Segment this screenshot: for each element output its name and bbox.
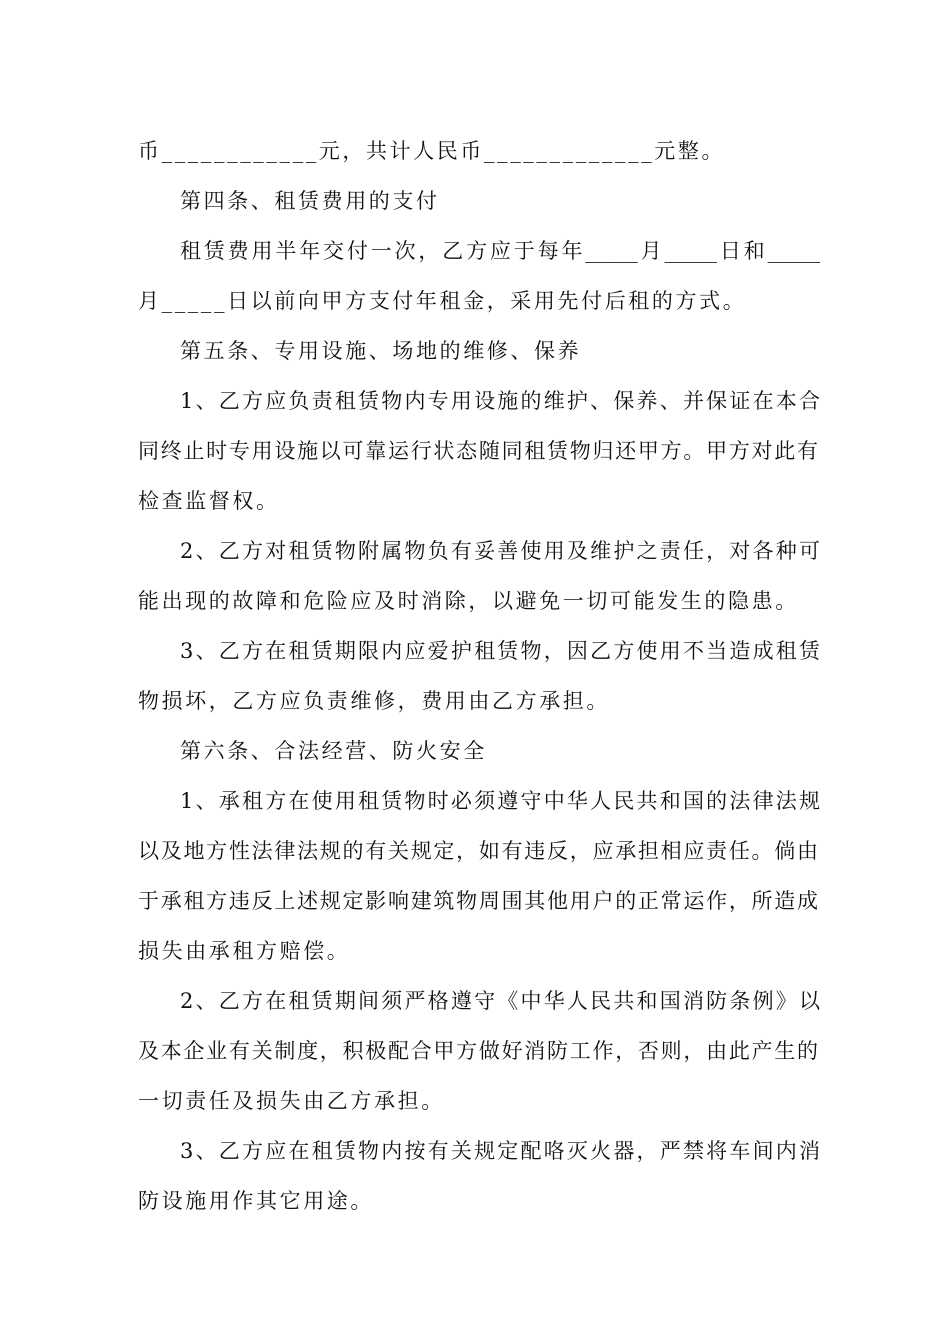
text-line: 及本企业有关制度，积极配合甲方做好消防工作，否则，由此产生的	[138, 1039, 818, 1063]
text-line: 2、乙方对租赁物附属物负有妥善使用及维护之责任，对各种可	[180, 539, 820, 563]
text-line: 2、乙方在租赁期间须严格遵守《中华人民共和国消防条例》以	[180, 989, 820, 1013]
text-line: 3、乙方在租赁期限内应爱护租赁物，因乙方使用不当造成租赁	[180, 639, 820, 663]
text-line: 1、承租方在使用租赁物时必须遵守中华人民共和国的法律法规	[180, 789, 820, 813]
text-line: 同终止时专用设施以可靠运行状态随同租赁物归还甲方。甲方对此有	[138, 439, 818, 463]
text-line: 防设施用作其它用途。	[138, 1189, 374, 1213]
text-line: 能出现的故障和危险应及时消除，以避免一切可能发生的隐患。	[138, 589, 799, 613]
article-heading: 第四条、租赁费用的支付	[180, 189, 440, 213]
text-line: 租赁费用半年交付一次，乙方应于每年_____月_____日和_____	[180, 239, 820, 263]
text-line: 损失由承租方赔偿。	[138, 939, 351, 963]
text-line: 一切责任及损失由乙方承担。	[138, 1089, 445, 1113]
text-line: 物损坏，乙方应负责维修，费用由乙方承担。	[138, 689, 610, 713]
article-heading: 第五条、专用设施、场地的维修、保养	[180, 339, 582, 363]
text-line: 币____________元，共计人民币_____________元整。	[138, 139, 726, 163]
text-line: 月_____日以前向甲方支付年租金，采用先付后租的方式。	[138, 289, 747, 313]
article-heading: 第六条、合法经营、防火安全	[180, 739, 487, 763]
text-line: 检查监督权。	[138, 489, 280, 513]
text-line: 1、乙方应负责租赁物内专用设施的维护、保养、并保证在本合	[180, 389, 820, 413]
text-line: 3、乙方应在租赁物内按有关规定配咯灭火器，严禁将车间内消	[180, 1139, 820, 1163]
text-line: 于承租方违反上述规定影响建筑物周围其他用户的正常运作，所造成	[138, 889, 818, 913]
text-line: 以及地方性法律法规的有关规定，如有违反，应承担相应责任。倘由	[138, 839, 818, 863]
